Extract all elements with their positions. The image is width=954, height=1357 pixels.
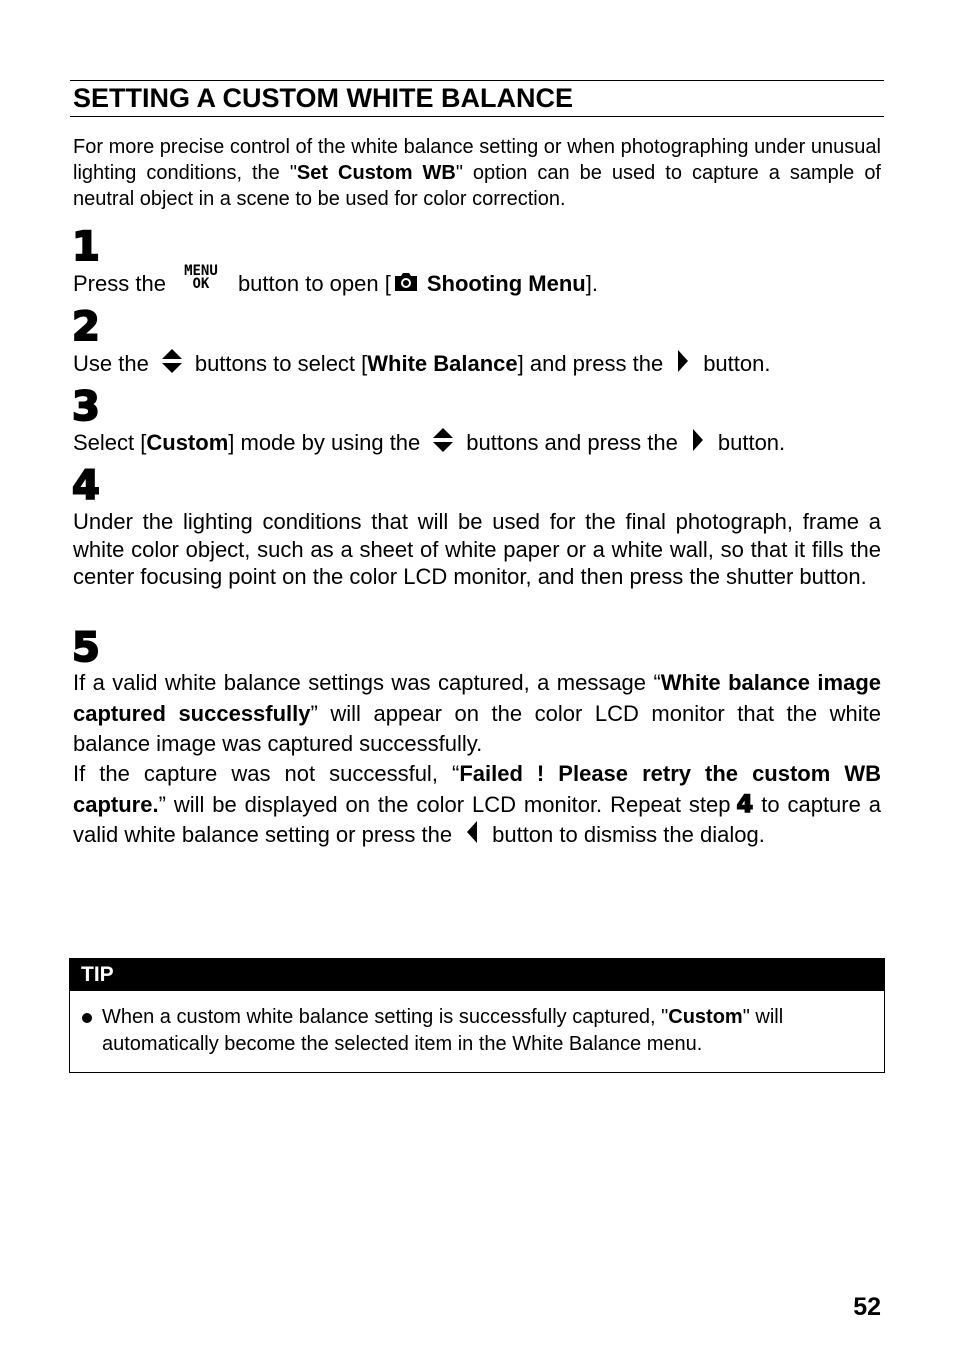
- step-4-text: Under the lighting conditions that will be used for the final photograph, frame a white color object, such as a sheet of white paper or a white wall, so that it fills the center focusing point on the color LCD monitor, and then press the shutter button.: [73, 509, 881, 589]
- camera-icon: [393, 271, 419, 293]
- tip-text: [102, 1004, 874, 1058]
- step-2-bold: White Balance: [367, 351, 518, 376]
- step-5-p2-text-a: If the capture was not successful, “: [73, 761, 460, 786]
- intro-bold: Set Custom WB: [296, 162, 456, 184]
- step-5-p2-text-b: ” will be displayed on the color LCD monitor. Repeat step: [158, 791, 731, 817]
- step-5-paragraph-2: [73, 759, 881, 851]
- menu-ok-icon-top: MENU: [184, 263, 218, 280]
- step-3-bold: Custom: [146, 430, 229, 455]
- step-5-p1-text-b: ” will appear on the color LCD monitor that the white balance image was captured successfully.: [73, 700, 881, 756]
- step-3-text-c: buttons and press the: [466, 430, 678, 455]
- tip-box: [69, 958, 885, 1073]
- step-1-text-b: button to open [: [237, 271, 391, 296]
- intro-text-a: For more precise control of the white balance setting or when photographing under unusual lighting conditions, the ": [73, 136, 881, 184]
- left-triangle-icon: [466, 819, 478, 845]
- up-down-arrows-icon: [161, 347, 183, 375]
- step-5-p1-bold: White balance image captured successfully: [73, 670, 882, 726]
- right-triangle-icon: [692, 427, 704, 453]
- step-2-text-b: buttons to select [: [194, 351, 368, 376]
- intro-text-b: " option can be used to capture a sample of neutral object in a scene to be used for color correction.: [73, 162, 881, 210]
- step-3-text-a: Select [: [73, 430, 147, 455]
- step-number-3: 3: [72, 384, 100, 430]
- step-3-text-b: ] mode by using the: [228, 430, 421, 455]
- tip-header: [70, 959, 884, 991]
- menu-ok-icon-bottom: OK: [192, 276, 210, 293]
- step-1-text: [73, 263, 881, 299]
- tip-label: TIP: [81, 963, 114, 986]
- step-1-text-c: ].: [585, 271, 598, 296]
- section-heading: [70, 80, 884, 117]
- right-triangle-icon: [677, 348, 689, 374]
- step-4-reference: 4: [736, 789, 754, 818]
- step-5-p2-text-c: to capture a valid white balance setting or press the: [73, 791, 881, 847]
- step-number-2: 2: [72, 304, 100, 350]
- step-1-bold: Shooting Menu: [426, 271, 586, 296]
- tip-text-a: When a custom white balance setting is successfully captured, ": [102, 1006, 669, 1028]
- menu-ok-button-icon: [176, 265, 226, 293]
- step-3-text-d: button.: [717, 430, 786, 455]
- step-2-text-a: Use the: [73, 351, 149, 376]
- bullet-icon: [82, 1013, 92, 1023]
- step-2-text-c: ] and press the: [517, 351, 664, 376]
- intro-paragraph: [73, 134, 881, 212]
- page-number: 52: [853, 1293, 881, 1321]
- step-2-text: [73, 350, 881, 379]
- step-5-p2-text-d: button to dismiss the dialog.: [492, 822, 765, 847]
- step-2-text-d: button.: [703, 351, 771, 376]
- step-5-p2-bold: Failed ! Please retry the custom WB capture.: [73, 761, 882, 817]
- tip-text-b: " will automatically become the selected item in the White Balance menu.: [102, 1006, 784, 1055]
- tip-bold: Custom: [668, 1006, 743, 1028]
- step-number-1: 1: [72, 224, 100, 270]
- step-5-p1-text-a: If a valid white balance settings was captured, a message “: [73, 670, 661, 695]
- step-number-4: 4: [72, 463, 100, 509]
- step-3-text: [73, 429, 881, 458]
- up-down-arrows-icon: [432, 426, 454, 454]
- step-number-5: 5: [72, 625, 100, 671]
- step-1-text-a: Press the: [73, 271, 166, 296]
- step-5-paragraph-1: [73, 668, 881, 760]
- section-title: SETTING A CUSTOM WHITE BALANCE: [73, 83, 573, 113]
